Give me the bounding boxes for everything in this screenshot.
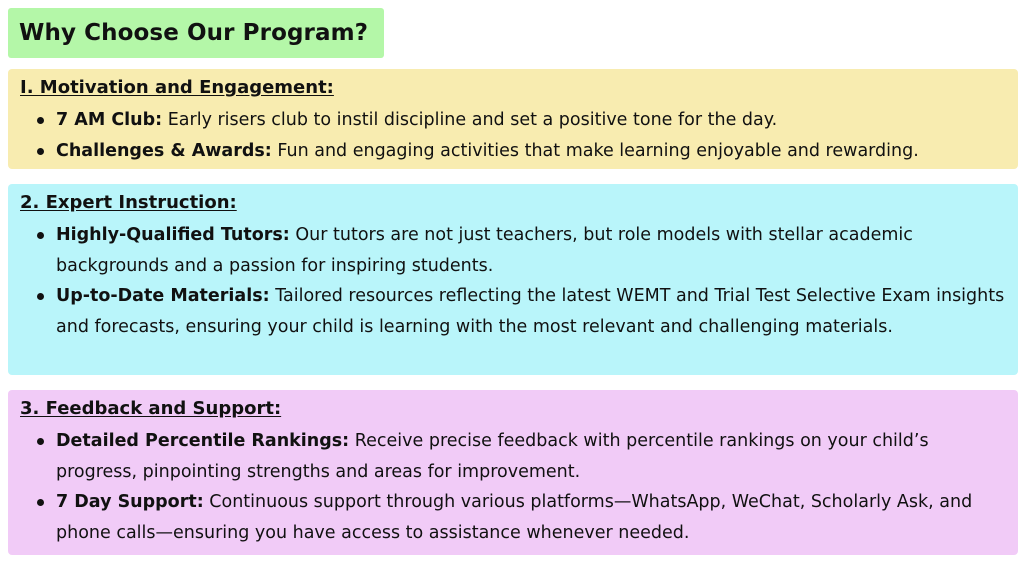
title-banner	[8, 8, 384, 58]
page-title: Why Choose Our Program?	[19, 20, 369, 46]
section-feedback	[8, 390, 1018, 555]
section-heading: 3. Feedback and Support:	[20, 398, 282, 419]
section-motivation	[8, 69, 1018, 169]
bullet-list	[20, 105, 1008, 166]
bullet-icon	[37, 438, 44, 445]
section-heading: 2. Expert Instruction:	[20, 192, 237, 213]
item-term: Highly-Qualified Tutors:	[56, 225, 290, 245]
section-instruction	[8, 184, 1018, 375]
item-term: 7 AM Club:	[56, 110, 163, 130]
list-item	[20, 281, 1008, 342]
item-term: Detailed Percentile Rankings:	[56, 431, 350, 451]
item-text: Tailored resources reflecting the latest WEMT and Trial Test Selective Exam insights and forecasts, ensuring your child is learning with the most relevant and challenging materials.	[56, 286, 1005, 337]
bullet-icon	[37, 293, 44, 300]
bullet-list	[20, 220, 1008, 342]
bullet-icon	[37, 117, 44, 124]
list-item	[20, 136, 1008, 167]
item-text: Fun and engaging activities that make learning enjoyable and rewarding.	[277, 140, 919, 161]
item-term: 7 Day Support:	[56, 492, 204, 512]
list-item	[20, 487, 1008, 548]
list-item	[20, 105, 1008, 136]
item-text: Receive precise feedback with percentile rankings on your child’s progress, pinpointing strengths and areas for improvement.	[56, 431, 929, 482]
section-heading: I. Motivation and Engagement:	[20, 77, 334, 98]
list-item	[20, 426, 1008, 487]
item-text: Our tutors are not just teachers, but role models with stellar academic backgrounds and a passion for inspiring students.	[56, 225, 913, 276]
bullet-icon	[37, 499, 44, 506]
bullet-list	[20, 426, 1008, 548]
item-term: Challenges & Awards:	[56, 140, 272, 161]
item-text: Continuous support through various platforms—WhatsApp, WeChat, Scholarly Ask, and phone calls—ensuring you have access to assistance whenever needed.	[56, 492, 973, 543]
bullet-icon	[37, 148, 44, 155]
item-term: Up-to-Date Materials:	[56, 286, 270, 306]
list-item	[20, 220, 1008, 281]
bullet-icon	[37, 232, 44, 239]
item-text: Early risers club to instil discipline and set a positive tone for the day.	[167, 110, 778, 130]
